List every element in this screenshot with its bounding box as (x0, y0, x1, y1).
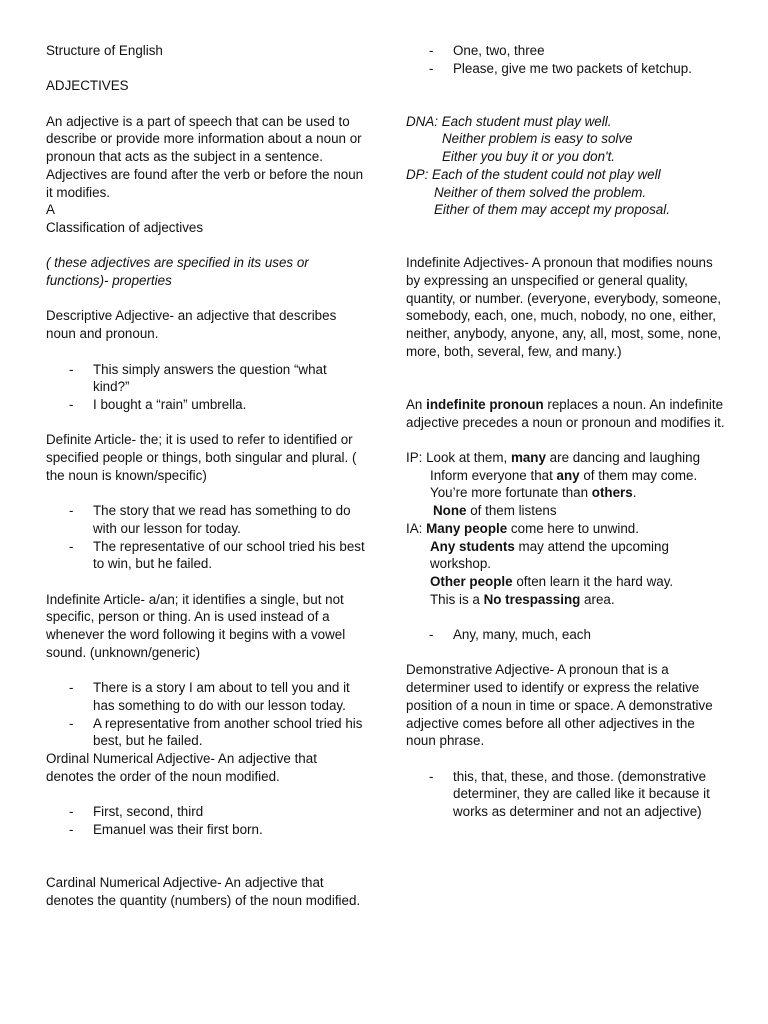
dna-line: Neither problem is easy to solve (442, 131, 633, 147)
list-item: - The representative of our school tried his best to win, but he failed. (46, 538, 366, 573)
ia-example: Any students may attend the upcoming workshop. (430, 538, 669, 572)
list-item: - Emanuel was their first born. (46, 821, 366, 839)
section-heading: ADJECTIVES (46, 78, 129, 94)
ordinal-examples (46, 803, 366, 838)
descriptive-definition: Descriptive Adjective- an adjective that describes noun and pronoun. (46, 308, 337, 342)
ip-example: None of them listens (433, 503, 557, 519)
ip-example: You’re more fortunate than others. (430, 485, 637, 501)
descriptive-examples (46, 361, 366, 414)
stray-letter: A (46, 202, 55, 218)
list-item: - This simply answers the question “what kind?” (46, 361, 366, 396)
dna-line: Either you buy it or you don't. (442, 149, 616, 165)
dp-example: DP: Each of the student could not play well (406, 166, 661, 182)
right-column (406, 42, 726, 821)
dna-example: DNA: Each student must play well. (406, 113, 612, 129)
intro-paragraph: An adjective is a part of speech that can be used to describe or provide more information about a noun or pronoun that acts as the subject in a sentence. Adjectives are found after the verb or before the noun it modifies. (46, 113, 364, 200)
definite-article-definition: Definite Article- the; it is used to refer to identified or specified people or things, both singular and plural. ( the noun is known/specific) (46, 432, 357, 483)
indefinite-examples (406, 626, 726, 644)
cardinal-examples (406, 42, 726, 77)
indefinite-pronoun-note: An indefinite pronoun replaces a noun. An indefinite adjective precedes a noun or pronoun and modifies it. (406, 396, 725, 430)
cardinal-definition: Cardinal Numerical Adjective- An adjective that denotes the quantity (numbers) of the noun modified. (46, 874, 361, 908)
classification-heading: Classification of adjectives (46, 220, 204, 235)
dp-line: Neither of them solved the problem. (434, 184, 647, 200)
document-title: Structure of English (46, 43, 163, 58)
ordinal-definition: Ordinal Numerical Adjective- An adjective that denotes the order of the noun modified. (46, 750, 317, 784)
properties-note: ( these adjectives are specified in its uses or functions)- properties (46, 255, 309, 289)
left-column (46, 42, 366, 909)
indefinite-adjectives-definition: Indefinite Adjectives- A pronoun that modifies nouns by expressing an unspecified or general quality, quantity, or number. (everyone, everybody, someone, somebody, each, one, much, nobody, no one, either, neither, anybody, anyone, any, all, most, some, none, more, both, several, few, and many.) (406, 255, 722, 359)
ia-example: Other people often learn it the hard way. (430, 573, 674, 589)
list-item: - There is a story I am about to tell you and it has something to do with our lesson today. (46, 679, 366, 714)
definite-article-examples (46, 502, 366, 573)
list-item: - Any, many, much, each (406, 626, 726, 644)
list-item: - A representative from another school tried his best, but he failed. (46, 715, 366, 750)
list-item: - One, two, three (406, 42, 726, 60)
list-item: - The story that we read has something to do with our lesson for today. (46, 502, 366, 537)
demonstrative-examples (406, 768, 726, 821)
ia-example: IA: Many people come here to unwind. (406, 520, 639, 536)
demonstrative-definition: Demonstrative Adjective- A pronoun that is a determiner used to identify or express the relative position of a noun in time or space. A demonstrative adjective comes before all other adjectives in the noun phrase. (406, 662, 713, 749)
list-item: - I bought a “rain” umbrella. (46, 396, 366, 414)
ia-example: This is a No trespassing area. (430, 591, 615, 607)
list-item: - this, that, these, and those. (demonstrative determiner, they are called like it because it works as determiner and not an adjective) (406, 768, 726, 821)
indefinite-article-examples (46, 679, 366, 750)
ip-example: IP: Look at them, many are dancing and laughing (406, 450, 701, 466)
list-item: - First, second, third (46, 803, 366, 821)
ip-example: Inform everyone that any of them may come. (430, 467, 698, 483)
list-item: - Please, give me two packets of ketchup. (406, 60, 726, 78)
indefinite-article-definition: Indefinite Article- a/an; it identifies a single, but not specific, person or thing. An is used instead of a whenever the word following it begins with a vowel sound. (unknown/generic) (46, 591, 346, 660)
dp-line: Either of them may accept my proposal. (434, 202, 670, 218)
